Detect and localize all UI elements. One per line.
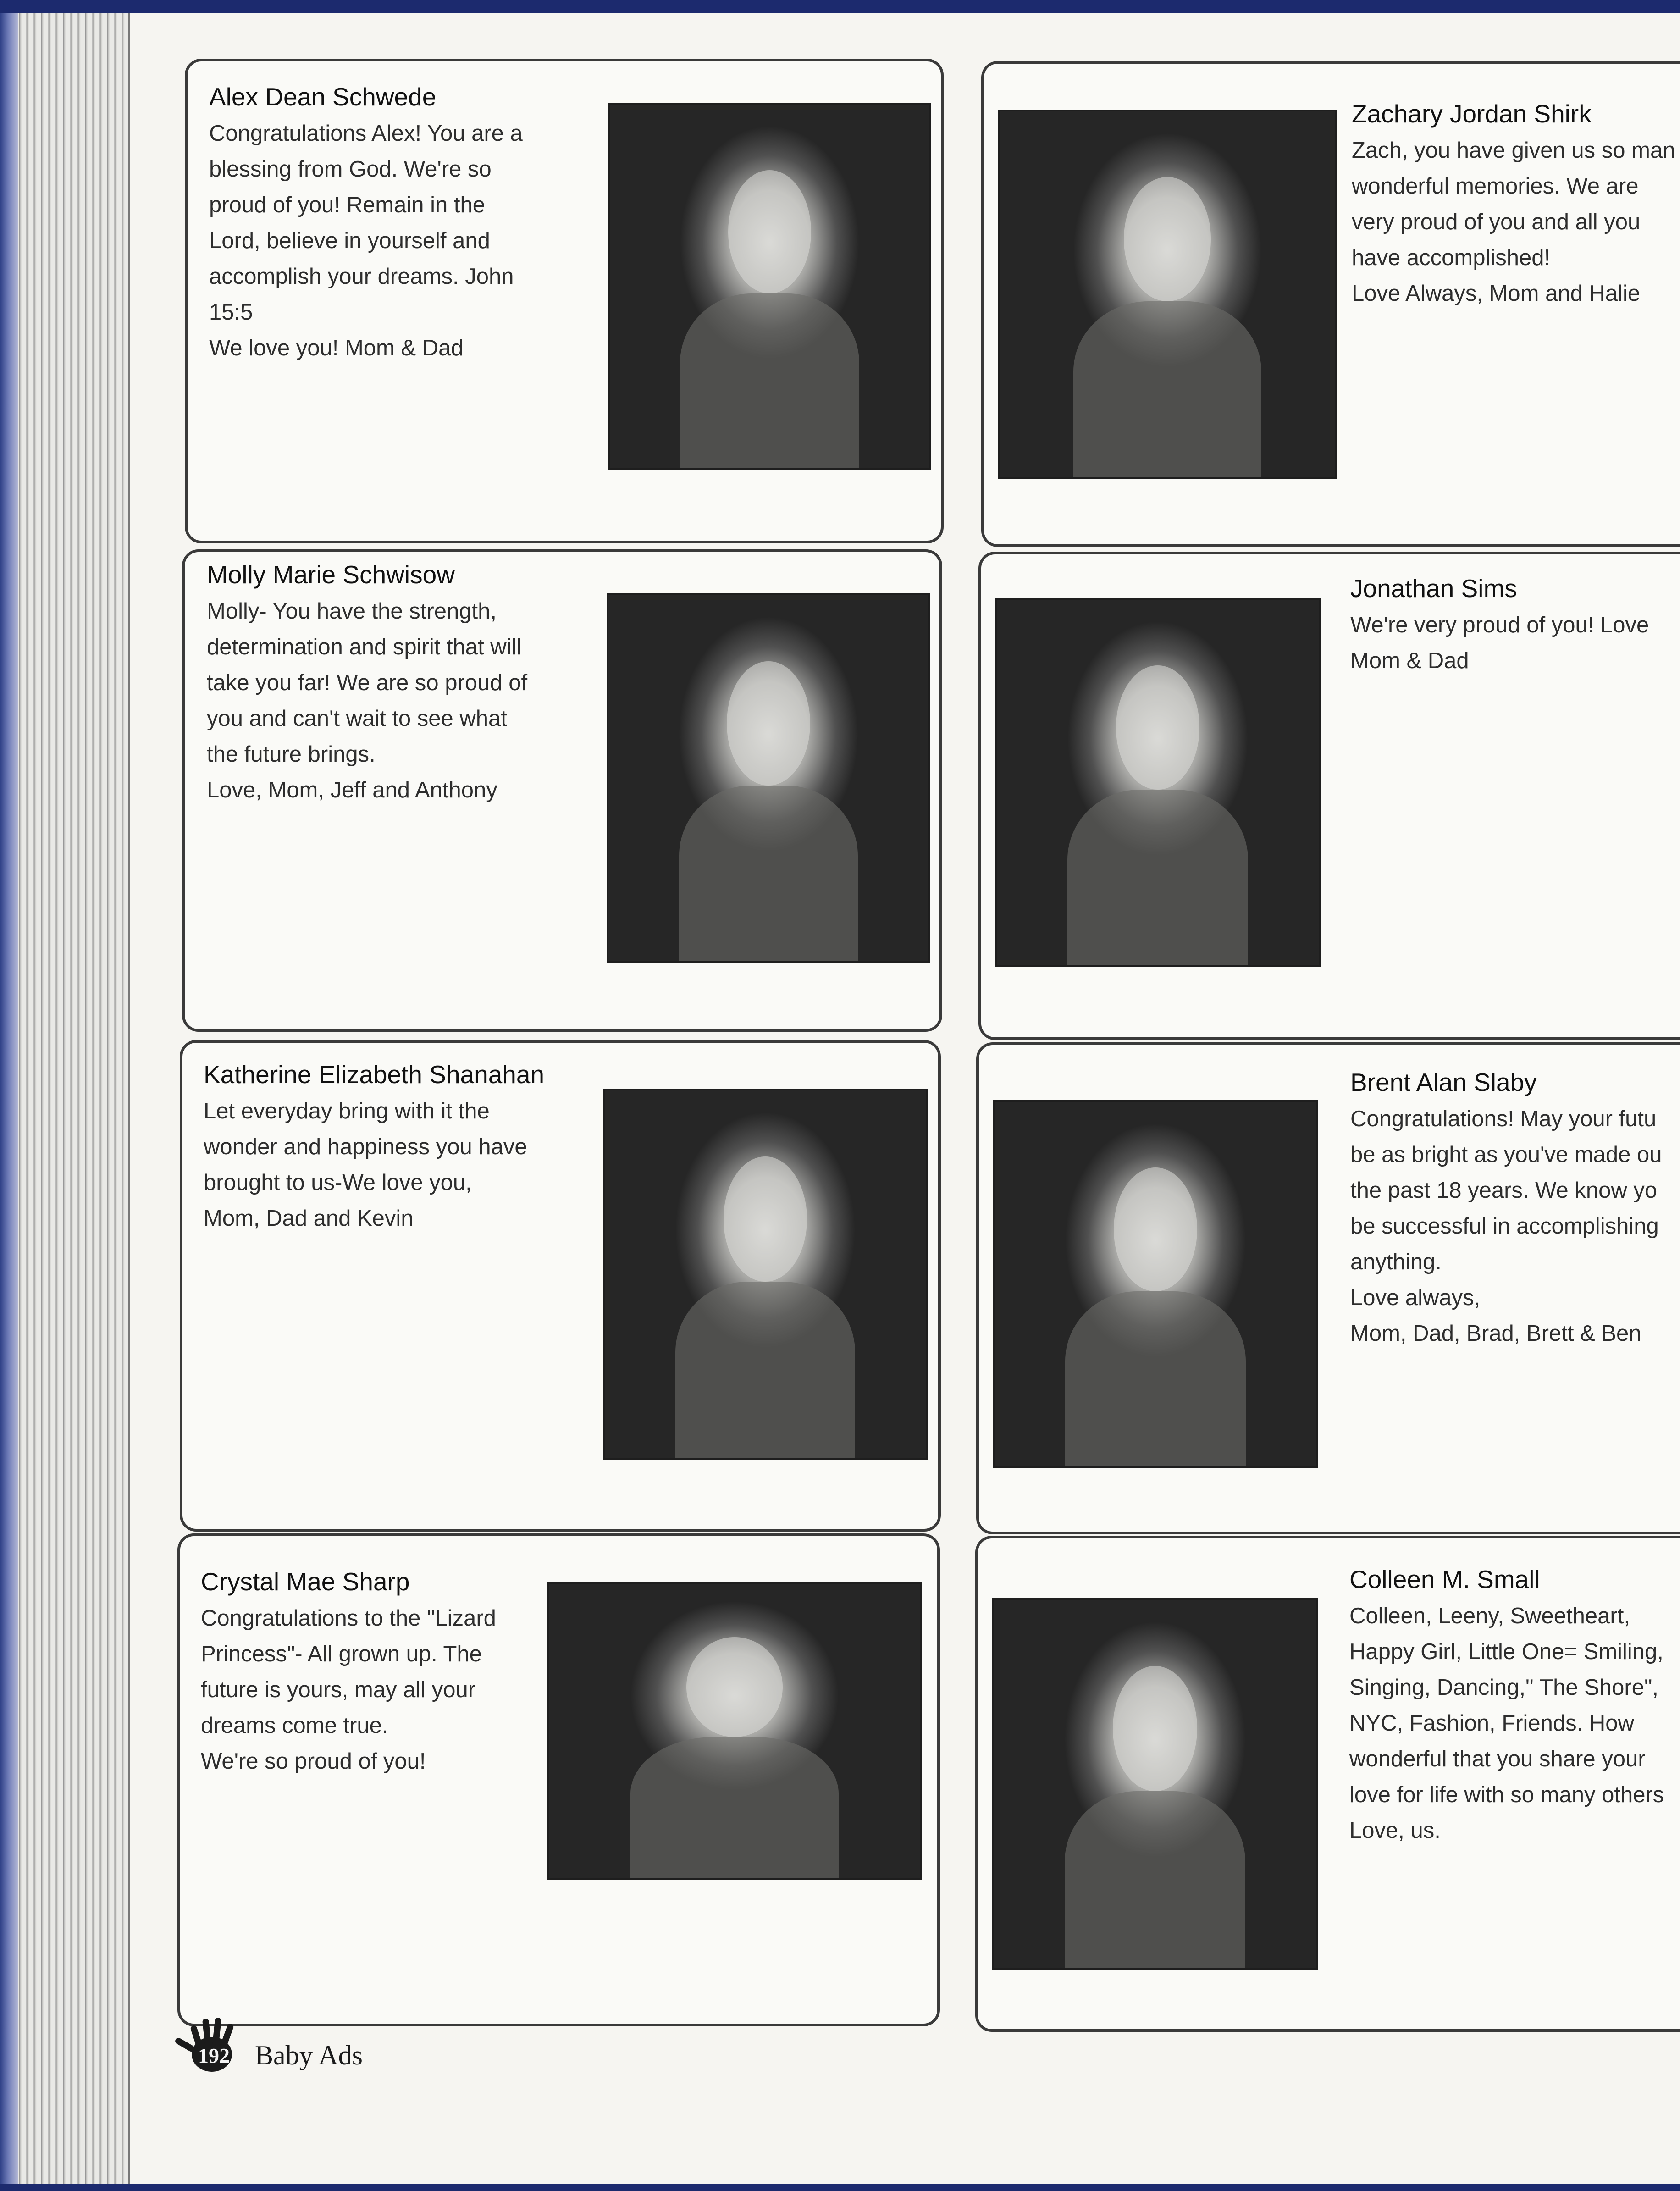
ad-card-crystal-sharp xyxy=(177,1533,940,2026)
child-photo xyxy=(992,1598,1318,1970)
ad-message-line: have accomplished! xyxy=(1352,245,1551,270)
ad-message-line: We love you! Mom & Dad xyxy=(209,336,464,360)
ad-message-line: very proud of you and all you xyxy=(1352,210,1641,234)
ad-message-line: be as bright as you've made ou xyxy=(1350,1142,1662,1167)
ad-message-line: Mom & Dad xyxy=(1350,648,1469,673)
ad-message-line: wonder and happiness you have xyxy=(204,1134,527,1159)
ad-message-line: be successful in accomplishing xyxy=(1350,1214,1659,1239)
ad-message-line: Congratulations to the "Lizard xyxy=(201,1606,496,1631)
page-number: 192 xyxy=(198,2044,230,2067)
ad-name: Molly Marie Schwisow xyxy=(207,560,455,589)
ad-message-line: Congratulations! May your futu xyxy=(1350,1107,1657,1131)
ad-message-line: take you far! We are so proud of xyxy=(207,670,528,695)
ad-name: Zachary Jordan Shirk xyxy=(1352,100,1592,128)
ad-message-line: 15:5 xyxy=(209,300,253,325)
ad-card-jonathan-sims xyxy=(978,552,1680,1040)
child-photo xyxy=(547,1582,922,1880)
ad-message-line: Mom, Dad, Brad, Brett & Ben xyxy=(1350,1321,1641,1346)
ad-card-molly-schwisow xyxy=(182,549,942,1032)
ad-message-line: Happy Girl, Little One= Smiling, xyxy=(1349,1639,1663,1664)
ad-message-line: proud of you! Remain in the xyxy=(209,193,485,217)
ad-message-line: We're so proud of you! xyxy=(201,1749,426,1774)
ad-message-line: love for life with so many others xyxy=(1349,1782,1664,1807)
ad-message-line: Singing, Dancing," The Shore", xyxy=(1349,1675,1659,1700)
ad-name: Alex Dean Schwede xyxy=(209,83,437,111)
ad-message-line: Congratulations Alex! You are a xyxy=(209,121,523,146)
ad-message-line: dreams come true. xyxy=(201,1713,388,1738)
ad-message-line: We're very proud of you! Love xyxy=(1350,613,1649,637)
ad-message-line: Lord, believe in yourself and xyxy=(209,228,490,253)
ad-message-line: Zach, you have given us so man xyxy=(1352,138,1675,163)
ad-name: Brent Alan Slaby xyxy=(1350,1068,1537,1096)
ad-message-line: Love, us. xyxy=(1349,1818,1441,1843)
top-cover-edge xyxy=(0,0,1680,13)
ad-card-alex-schwede xyxy=(185,59,944,543)
yearbook-page xyxy=(130,13,1680,2184)
child-photo xyxy=(993,1100,1318,1468)
ad-name: Katherine Elizabeth Shanahan xyxy=(204,1060,545,1089)
ad-message-line: Love Always, Mom and Halie xyxy=(1352,281,1641,306)
child-photo xyxy=(998,110,1337,479)
page-stack-edges xyxy=(0,13,130,2184)
child-photo xyxy=(608,103,931,470)
ad-message-line: you and can't wait to see what xyxy=(207,706,507,731)
ad-name: Jonathan Sims xyxy=(1350,574,1517,603)
ad-message-line: Love always, xyxy=(1350,1285,1481,1310)
child-photo xyxy=(995,598,1321,967)
ad-message-line: Colleen, Leeny, Sweetheart, xyxy=(1349,1604,1630,1628)
child-photo xyxy=(603,1089,928,1460)
ad-message-line: brought to us-We love you, xyxy=(204,1170,472,1195)
ad-message-line: future is yours, may all your xyxy=(201,1677,476,1702)
child-photo xyxy=(607,593,930,963)
ad-message-line: anything. xyxy=(1350,1250,1442,1274)
ad-message-line: Molly- You have the strength, xyxy=(207,599,497,624)
ad-message-line: Let everyday bring with it the xyxy=(204,1099,490,1123)
section-label: Baby Ads xyxy=(255,2040,363,2070)
ad-message-line: wonderful memories. We are xyxy=(1352,174,1639,199)
ad-message-line: the future brings. xyxy=(207,742,376,767)
ad-card-brent-slaby xyxy=(976,1042,1680,1534)
ad-message-line: NYC, Fashion, Friends. How xyxy=(1349,1711,1634,1736)
ad-message-line: Love, Mom, Jeff and Anthony xyxy=(207,778,497,802)
ad-name: Colleen M. Small xyxy=(1349,1565,1540,1593)
ad-message-line: accomplish your dreams. John xyxy=(209,264,514,289)
ad-name: Crystal Mae Sharp xyxy=(201,1567,410,1596)
ad-message-line: Mom, Dad and Kevin xyxy=(204,1206,414,1231)
ad-card-zachary-shirk xyxy=(981,61,1680,547)
ad-message-line: wonderful that you share your xyxy=(1349,1747,1646,1771)
ad-message-line: the past 18 years. We know yo xyxy=(1350,1178,1658,1203)
ad-message-line: Princess"- All grown up. The xyxy=(201,1642,482,1666)
bottom-cover-edge xyxy=(0,2184,1680,2191)
ad-message-line: determination and spirit that will xyxy=(207,635,522,659)
ad-card-katherine-shanahan xyxy=(180,1040,941,1532)
ad-message-line: blessing from God. We're so xyxy=(209,157,492,182)
ad-card-colleen-small xyxy=(975,1536,1680,2032)
